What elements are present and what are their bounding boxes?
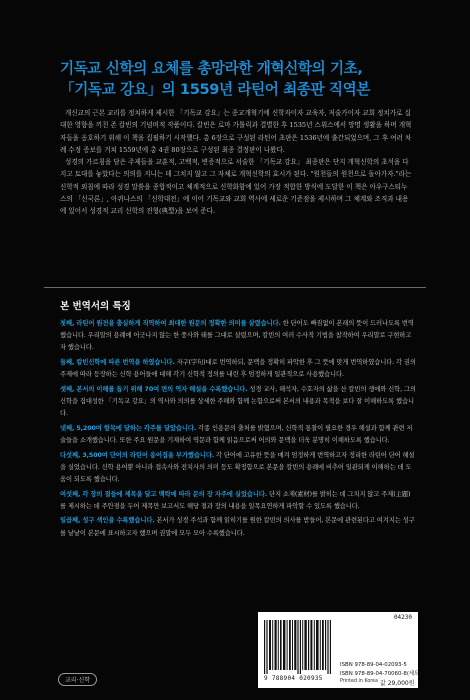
features-list [60,318,416,542]
feature-body: 자구(字句)대로 번역하되, 문맥을 정확히 파악한 후 그 뜻에 맞게 번역하였습니다. 각 권의 주제에 따라 등장하는 신학 용어들에 대해 각기 신학적 정의를 내린 후 엄정하게 일관적으로 사용했습니다. [60,358,416,379]
isbn-number: ISBN 978-89-04-02093-5 [340,662,407,668]
feature-body: 단지 소재(素材)를 밝히는 데 그치지 않고 주제(主題)를 제시하는 데 주안점을 두어 제목만 보고서도 해당 절과 장의 내용을 일목요연하게 파악할 수 있도록 했습니다. [60,490,411,510]
feature-item [60,318,416,354]
section-title: 본 번역서의 특징 [60,301,131,312]
divider [44,287,426,288]
feature-item [60,357,416,381]
feature-item [60,423,416,447]
feature-highlight: 둘째, 칼빈신학에 따른 번역을 하였습니다. [60,358,175,366]
printed-in-label: Printed in Korea [340,679,379,684]
feature-item [60,450,416,486]
intro-paragraph: 개신교의 근본 교리를 정치하게 제시한 「기독교 강요」는 종교개혁기에 신학자이자 교육자, 저술가이자 교회 정치가로 십대한 영향을 끼친 존 칼빈의 기념비적 작품이다. 칼빈은 로마 가톨릭과 결별한 후 1535년 스위스에서 망명 생활을 하며 개혁자들을 옹호하기 위해 이 책을 집필하기 시작했다. 총 6장으로 구성된 라틴어 초판은 1536년에 출간되었으며, 그 후 여러 차례 수정 증보를 거쳐 1559년에 총 4권 80장으로 구성된 최종 결정판이 나왔다. [60,109,412,154]
barcode-digits: 9 788904 020935 [264,675,323,682]
feature-body: 각종 인용문의 출처를 밝혔으며, 신학적 통찰이 필요한 경우 해설과 함께 관련 저술들을 소개했습니다. 또한 주요 원문을 기재하여 역문과 함께 읽음으로써 어의와 문맥을 더욱 분명히 이해하도록 했습니다. [60,424,413,444]
feature-highlight: 첫째, 라틴어 원전을 충실하게 직역하여 최대한 원문의 정확한 의미를 살렸습니다. [60,320,281,327]
feature-item [60,384,416,420]
feature-highlight: 넷째, 5,200여 항목에 달하는 각주를 달았습니다. [60,424,197,432]
feature-item [60,515,416,539]
headline-line-1: 기독교 신학의 요체를 총망라한 개혁신학의 기초, [60,60,363,77]
feature-body: 각 단어에 고유한 뜻을 매겨 엄정하게 번역하고자 정리한 라틴어 단어 해설을 실었습니다. 신학 용어뿐 아니라 접속사와 전치사의 의미 등도 확정함으로 본문을 칼빈의 용례에 비추어 일관되게 이해하는 데 도움이 되도록 했습니다. [60,451,415,483]
price-add-on-code: 04230 [393,614,412,621]
feature-highlight: 다섯째, 3,500여 단어의 라틴어 용어집을 부가했습니다. [60,451,215,459]
feature-body: 성경 교사, 해석자, 수호자의 삶을 산 칼빈의 생애와 신학, 그의 신학을 집대성한 「기독교 강요」의 역사와 의의를 상세한 주해와 함께 논함으로써 본서의 내용과 목적을 보다 잘 이해하도록 했습니다. [60,385,416,418]
feature-highlight: 여섯째, 각 장의 절들에 제목을 달고 맥락에 따라 문의 장 자주에 실었습니다. [60,490,268,498]
category-badge: 교리·신학 [58,673,97,686]
intro-text [60,107,412,217]
price-label: 값 29,000원 [380,680,415,687]
intro-paragraph: 성경의 가르침을 담은 주제들을 교훈적, 고백적, 변증적으로 서술한 「기독교 강요」 최종판은 단지 개혁신학의 초석을 다지고 토대를 놓았다는 의의를 지니는 데 그치지 않고 그 자체로 개혁신학의 효시가 된다. "원천들의 원천으로 돌아가자."라는 신학적 외침에 따라 성경 말씀을 종합적이고 체계적으로 신학화함에 있어 가장 적합한 방식에 도달한 이 책은 아우구스티누스의 「신국론」, 아퀴나스의 「신학대전」에 이어 기독교와 교회 역사에 새로운 기준점을 제시하며 그 체계와 조직과 내용에 있어서 성경적 교리 신학의 전형(典型)을 보여 준다. [60,158,412,215]
feature-highlight: 일곱째, 성구 색인을 수록했습니다. [60,517,155,525]
feature-highlight: 셋째, 본서의 이해를 돕기 위해 70여 면의 역자 해설을 수록했습니다. [60,385,248,393]
barcode-icon [262,616,334,674]
headline [60,58,440,100]
barcode-panel [258,612,422,688]
feature-item [60,489,416,513]
feature-body: 본서가 성경 주석과 함께 읽히기를 원한 칼빈의 의사를 받들어, 본문에 관련된다고 여겨지는 성구를 낱낱이 본문에 표시하고자 했으며 권말에 모두 모아 수록했습니다. [60,517,415,537]
feature-body: 한 단어도 빠짐없이 본래의 뜻이 드러나도록 번역했습니다. 우리말의 용례에 어긋나지 않는 한 풍사와 태를 그대로 살렸으며, 칼빈의 여러 수사적 기법을 참작하여 우리말로 구현하고자 했습니다. [60,320,414,352]
headline-line-2: 「기독교 강요」의 1559년 라틴어 최종판 직역본 [60,81,370,98]
isbn-set-number: ISBN 978-89-04-70060-8(세트) [340,671,422,677]
